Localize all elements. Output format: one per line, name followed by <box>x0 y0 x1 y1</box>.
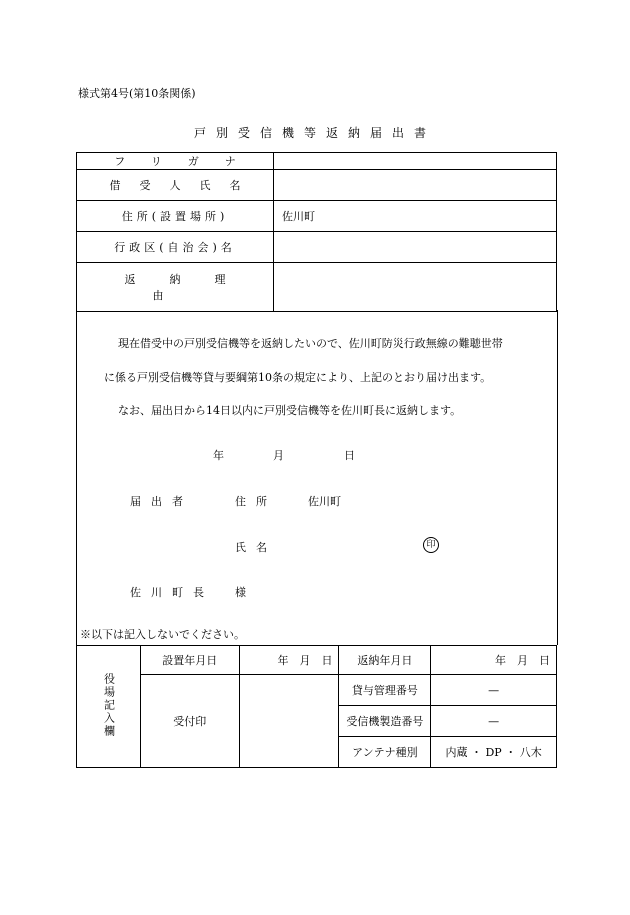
install-date-field: 年 月 日 <box>239 646 339 675</box>
submitter-address-value: 佐川町 <box>308 495 341 508</box>
statement-line-2: に係る戸別受信機等貸与要綱第10条の規定により、上記のとおり届け出ます。 <box>104 371 492 384</box>
borrower-field[interactable] <box>274 170 557 201</box>
reason-label: 返納理由 <box>124 273 260 302</box>
ward-field[interactable] <box>274 232 557 263</box>
office-section-cell <box>77 646 141 768</box>
applicant-table <box>76 152 557 312</box>
date-year-label: 年 <box>213 449 224 462</box>
reception-stamp-area <box>239 675 339 768</box>
address-row <box>77 201 557 232</box>
reception-stamp-label: 受付印 <box>140 675 239 768</box>
statement-line-3: なお、届出日から14日以内に戸別受信機等を佐川町長に返納します。 <box>118 404 462 417</box>
ward-row <box>77 232 557 263</box>
furigana-row <box>77 153 557 170</box>
receiver-serial-field: — <box>431 706 557 737</box>
receiver-serial-label: 受信機製造番号 <box>339 706 431 737</box>
borrower-row <box>77 170 557 201</box>
reason-row <box>77 263 557 312</box>
loan-number-field: — <box>431 675 557 706</box>
address-field[interactable]: 佐川町 <box>274 201 557 232</box>
form-number: 様式第4号(第10条関係) <box>78 87 196 100</box>
date-month-label: 月 <box>273 449 284 462</box>
address-label: 住所(設置場所) <box>121 210 229 223</box>
ward-label: 行政区(自治会)名 <box>114 241 236 254</box>
submitter-name-label: 氏名 <box>235 541 277 554</box>
install-date-label: 設置年月日 <box>140 646 239 675</box>
seal-mark-icon: 印 <box>423 537 439 553</box>
statement-line-1: 現在借受中の戸別受信機等を返納したいので、佐川町防災行政無線の難聴世帯 <box>118 337 503 350</box>
office-use-note: ※以下は記入しないでください。 <box>80 628 245 641</box>
office-section-label: 役場記入欄 <box>102 672 116 738</box>
antenna-type-field: 内蔵 ・ DP ・ 八木 <box>431 737 557 768</box>
antenna-type-label: アンテナ種別 <box>339 737 431 768</box>
borrower-label: 借受人氏名 <box>109 179 260 192</box>
office-use-table <box>76 645 557 768</box>
addressee: 佐川町長 様 <box>130 586 256 599</box>
loan-number-label: 貸与管理番号 <box>339 675 431 706</box>
date-day-label: 日 <box>344 449 355 462</box>
submitter-address-label: 住所 <box>235 495 277 508</box>
page-title: 戸別受信機等返納届出書 <box>193 126 436 140</box>
return-date-field: 年 月 日 <box>431 646 557 675</box>
furigana-field[interactable] <box>274 153 557 170</box>
return-date-label: 返納年月日 <box>339 646 431 675</box>
reason-field[interactable] <box>274 263 557 312</box>
submitter-label: 届出者 <box>130 495 193 508</box>
furigana-label: フリガナ <box>114 155 262 168</box>
